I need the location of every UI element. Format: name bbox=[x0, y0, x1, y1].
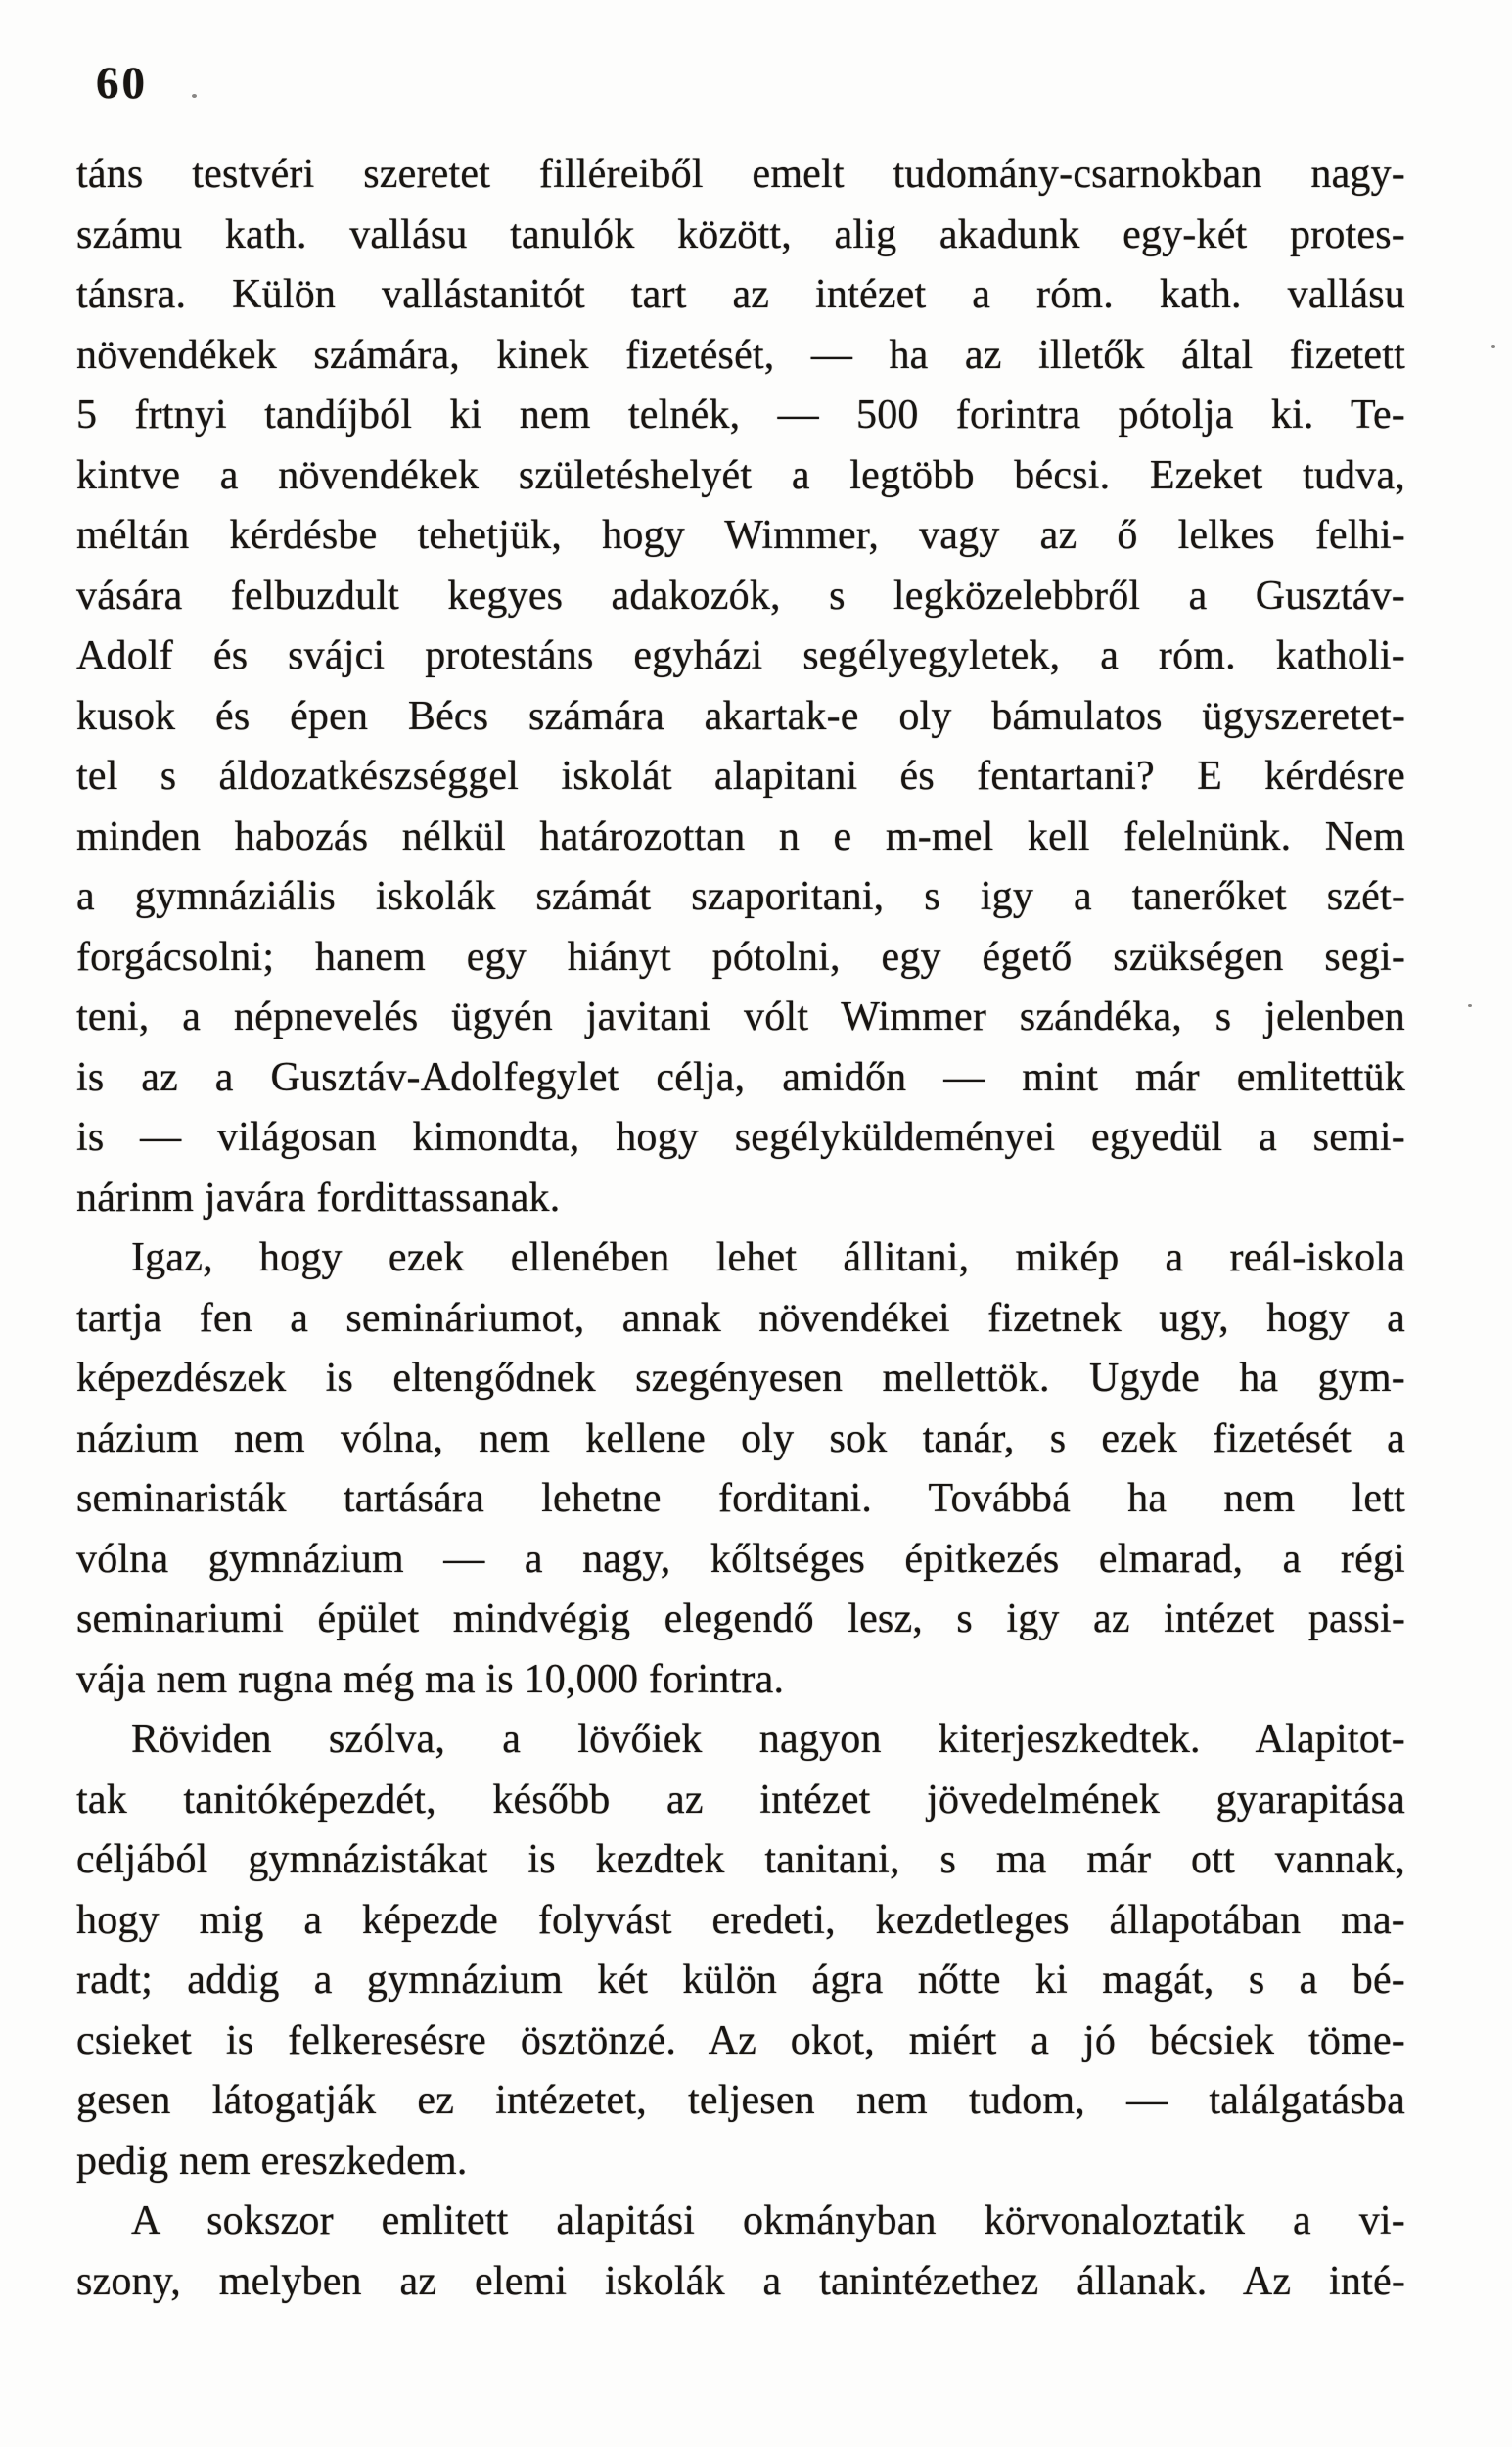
text-line: hogy mig a képezde folyvást eredeti, kezdetleges állapotában ma- bbox=[76, 1897, 1405, 1943]
text-line: forgácsolni; hanem egy hiányt pótolni, egy égető szükségen segi- bbox=[76, 934, 1405, 980]
text-line: vája nem rugna még ma is 10,000 forintra. bbox=[76, 1656, 785, 1702]
text-line: seminariumi épület mindvégig elegendő lesz, s igy az intézet passi- bbox=[76, 1596, 1405, 1641]
text-line: tak tanitóképezdét, később az intézet jövedelmének gyarapitása bbox=[76, 1777, 1405, 1823]
text-line: tel s áldozatkészséggel iskolát alapitani és fentartani? E kérdésre bbox=[76, 754, 1405, 799]
scan-speck bbox=[192, 94, 197, 98]
text-line: kusok és épen Bécs számára akartak-e oly bámulatos ügyszeretet- bbox=[76, 693, 1405, 739]
text-line: nárinm javára fordittassanak. bbox=[76, 1175, 561, 1221]
page-number: 60 bbox=[96, 58, 148, 109]
text-line: táns testvéri szeretet filléreiből emelt tudomány-csarnokban nagy- bbox=[76, 152, 1405, 197]
text-line: vására felbuzdult kegyes adakozók, s legközelebbről a Gusztáv- bbox=[76, 573, 1405, 619]
text-line: is az a Gusztáv-Adolfegylet célja, amidőn — mint már emlitettük bbox=[76, 1054, 1405, 1100]
page-text-block bbox=[76, 145, 1405, 2312]
text-line: szony, melyben az elemi iskolák a tanintézethez állanak. Az inté- bbox=[76, 2258, 1405, 2304]
text-line: tánsra. Külön vallástanitót tart az intézet a róm. kath. vallásu bbox=[76, 272, 1405, 317]
text-line: tartja fen a semináriumot, annak növendékei fizetnek ugy, hogy a bbox=[76, 1295, 1405, 1341]
text-line: gesen látogatják ez intézetet, teljesen nem tudom, — találgatásba bbox=[76, 2078, 1405, 2123]
text-line: 5 frtnyi tandíjból ki nem telnék, — 500 forintra pótolja ki. Te- bbox=[76, 392, 1405, 438]
scan-speck bbox=[1468, 1004, 1472, 1007]
text-line: képezdészek is eltengődnek szegényesen mellettök. Ugyde ha gym- bbox=[76, 1356, 1405, 1401]
text-line: számu kath. vallásu tanulók között, alig akadunk egy-két protes- bbox=[76, 211, 1405, 257]
text-line: Igaz, hogy ezek ellenében lehet állitani, mikép a reál-iskola bbox=[131, 1235, 1405, 1280]
text-line: Adolf és svájci protestáns egyházi segélyegyletek, a róm. katholi- bbox=[76, 633, 1405, 678]
text-line: kintve a növendékek születéshelyét a legtöbb bécsi. Ezeket tudva, bbox=[76, 452, 1405, 498]
text-line: céljából gymnázistákat is kezdtek tanitani, s ma már ott vannak, bbox=[76, 1837, 1405, 1882]
text-line: seminaristák tartására lehetne forditani. Továbbá ha nem lett bbox=[76, 1476, 1405, 1521]
text-line: méltán kérdésbe tehetjük, hogy Wimmer, vagy az ő lelkes felhi- bbox=[76, 513, 1405, 558]
text-line: minden habozás nélkül határozottan n e m-mel kell felelnünk. Nem bbox=[76, 813, 1405, 859]
text-line: vólna gymnázium — a nagy, kőltséges épitkezés elmarad, a régi bbox=[76, 1536, 1405, 1582]
text-line: növendékek számára, kinek fizetését, — ha az illetők által fizetett bbox=[76, 332, 1405, 378]
text-line: radt; addig a gymnázium két külön ágra nőtte ki magát, s a bé- bbox=[76, 1958, 1405, 2003]
text-line: csieket is felkeresésre ösztönzé. Az okot, miért a jó bécsiek töme- bbox=[76, 2017, 1405, 2063]
text-line: pedig nem ereszkedem. bbox=[76, 2138, 468, 2184]
text-line: Röviden szólva, a lövőiek nagyon kiterjeszkedtek. Alapitot- bbox=[131, 1717, 1405, 1762]
scan-speck bbox=[1491, 345, 1495, 348]
text-line: a gymnáziális iskolák számát szaporitani, s igy a tanerőket szét- bbox=[76, 874, 1405, 919]
text-line: názium nem vólna, nem kellene oly sok tanár, s ezek fizetését a bbox=[76, 1415, 1405, 1461]
text-line: teni, a népnevelés ügyén javitani vólt Wimmer szándéka, s jelenben bbox=[76, 994, 1405, 1039]
text-line: is — világosan kimondta, hogy segélyküldeményei egyedül a semi- bbox=[76, 1115, 1405, 1160]
text-line: A sokszor emlitett alapitási okmányban körvonaloztatik a vi- bbox=[131, 2198, 1405, 2243]
